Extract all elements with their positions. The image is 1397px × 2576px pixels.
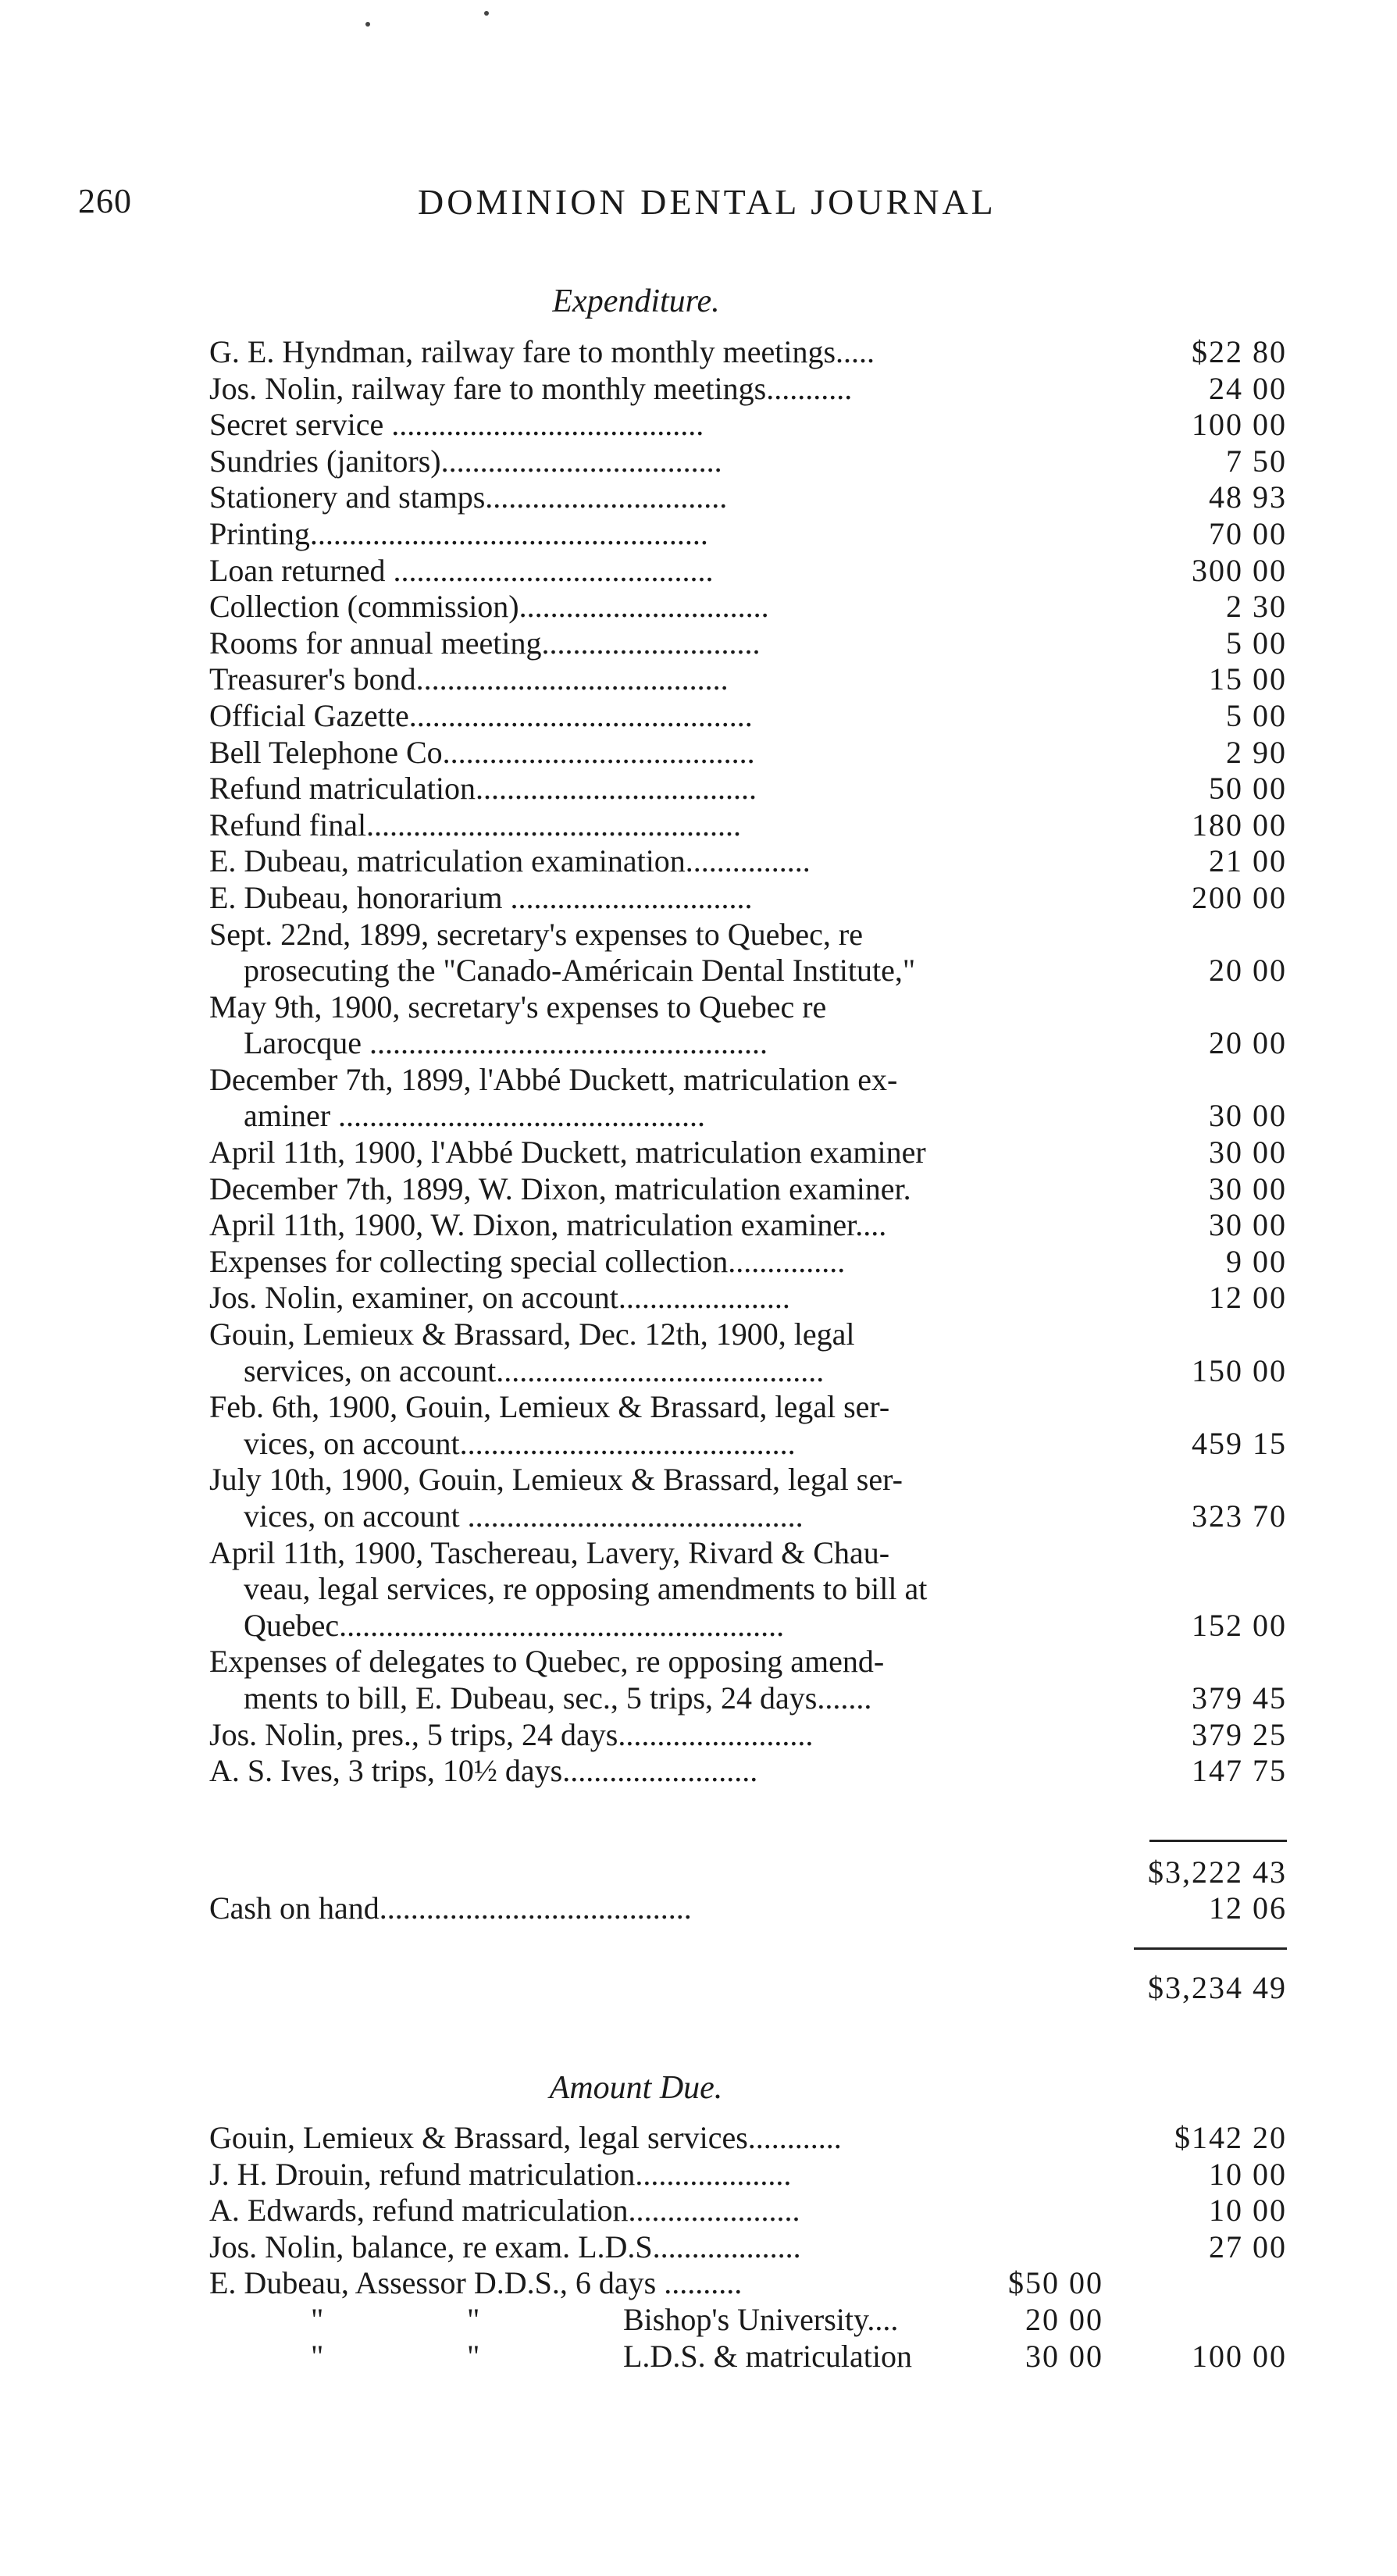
ledger-entry — [209, 479, 1287, 516]
dubeau-bishops-label: Bishop's University.... — [623, 2301, 899, 2337]
ledger-entry — [209, 1171, 1287, 1208]
entry-amount: 100 00 — [1192, 407, 1287, 443]
entry-amount: 30 00 — [1209, 1098, 1287, 1134]
grand-total: $3,234 49 — [1148, 1970, 1287, 2005]
ditto-mark: " — [467, 2301, 480, 2337]
ledger-entry — [209, 1644, 1287, 1716]
entry-amount: 379 45 — [1192, 1680, 1287, 1716]
entry-amount: 459 15 — [1192, 1425, 1287, 1461]
ledger-entry — [209, 1135, 1287, 1171]
entry-description: Collection (commission)................................ — [209, 589, 769, 625]
ledger-entry — [209, 735, 1287, 771]
dubeau-lds-label: L.D.S. & matriculation — [623, 2338, 912, 2374]
ledger-entry — [209, 917, 1287, 989]
ledger-entry — [209, 553, 1287, 590]
dubeau-bishops-subamount: 20 00 — [1025, 2301, 1103, 2337]
entry-amount: 2 30 — [1226, 589, 1287, 625]
entry-amount: $142 20 — [1174, 2120, 1287, 2155]
entry-description-continued: Quebec......................................................... — [244, 1607, 785, 1643]
entry-amount: 300 00 — [1192, 552, 1287, 588]
entry-description: Rooms for annual meeting............................ — [209, 625, 761, 661]
entry-description: April 11th, 1900, W. Dixon, matriculation examiner.... — [209, 1207, 887, 1243]
ledger-entry — [209, 516, 1287, 553]
ledger-entry — [209, 771, 1287, 807]
dubeau-assessor-subamount: $50 00 — [1008, 2265, 1103, 2301]
entry-amount: 12 00 — [1209, 1280, 1287, 1316]
cash-on-hand-row — [209, 1890, 1287, 1926]
total-rule — [1134, 1947, 1287, 1950]
subtotal-rule — [1149, 1840, 1287, 1842]
entry-amount: 24 00 — [1209, 370, 1287, 406]
entry-description-continued: prosecuting the "Canado-Américain Dental Institute," — [244, 953, 916, 989]
journal-title: DOMINION DENTAL JOURNAL — [418, 182, 996, 222]
entry-description: Sept. 22nd, 1899, secretary's expenses to Quebec, re — [209, 916, 863, 952]
ledger-entry — [209, 1207, 1287, 1244]
entry-description: Printing................................................... — [209, 515, 708, 551]
entry-description-continued: aminer ............................................... — [244, 1098, 706, 1134]
entry-amount: 7 50 — [1226, 443, 1287, 479]
entry-amount: 70 00 — [1209, 515, 1287, 551]
entry-amount: 150 00 — [1192, 1352, 1287, 1388]
expenditure-subtotal: $3,222 43 — [1148, 1855, 1287, 1890]
entry-description: E. Dubeau, matriculation examination................ — [209, 843, 811, 879]
ledger-entry — [209, 1535, 1287, 1644]
entry-amount: 2 90 — [1226, 734, 1287, 770]
page-number: 260 — [78, 182, 132, 220]
entry-description: May 9th, 1900, secretary's expenses to Quebec re — [209, 989, 827, 1024]
entry-amount: 379 25 — [1192, 1716, 1287, 1752]
entry-description: December 7th, 1899, W. Dixon, matriculation examiner. — [209, 1170, 911, 1206]
entry-description: A. Edwards, refund matriculation...................... — [209, 2193, 800, 2229]
entry-description: A. S. Ives, 3 trips, 10½ days......................... — [209, 1753, 758, 1789]
entry-description: April 11th, 1900, l'Abbé Duckett, matriculation examiner — [209, 1135, 926, 1170]
dubeau-assessor-label: E. Dubeau, Assessor D.D.S., 6 days .......... — [209, 2265, 743, 2301]
ledger-entry — [209, 1717, 1287, 1754]
entry-description: Loan returned ......................................... — [209, 552, 714, 588]
entry-description: Jos. Nolin, examiner, on account...................... — [209, 1280, 790, 1316]
ledger-entry — [209, 371, 1287, 408]
ledger-entry — [209, 1244, 1287, 1281]
entry-description: Expenses for collecting special collection............... — [209, 1243, 846, 1279]
ledger-entry — [209, 1280, 1287, 1317]
entry-amount: 180 00 — [1192, 807, 1287, 843]
cash-on-hand-label: Cash on hand........................................ — [209, 1890, 692, 1926]
entry-amount: 147 75 — [1192, 1753, 1287, 1789]
ditto-mark: " — [311, 2338, 324, 2374]
ledger-entry — [209, 843, 1287, 880]
entry-amount: 27 00 — [1209, 2229, 1287, 2264]
entry-description: Sundries (janitors).................................... — [209, 443, 722, 479]
ledger-entry — [209, 2229, 1287, 2266]
entry-description: Official Gazette............................................ — [209, 697, 753, 733]
ledger-entry — [209, 1389, 1287, 1462]
entry-amount: 20 00 — [1209, 953, 1287, 989]
entry-description-continued: veau, legal services, re opposing amendments to bill at — [244, 1571, 928, 1607]
ledger-entry — [209, 589, 1287, 625]
entry-description: Refund final................................................ — [209, 807, 742, 843]
expenditure-heading: Expenditure. — [552, 283, 720, 319]
entry-description-continued: vices, on account ........................................... — [244, 1498, 804, 1534]
ledger-entry — [209, 880, 1287, 917]
ledger-entry — [209, 661, 1287, 698]
entry-description: Jos. Nolin, railway fare to monthly meetings........... — [209, 370, 853, 406]
entry-amount: 30 00 — [1209, 1207, 1287, 1243]
entry-amount: 48 93 — [1209, 479, 1287, 515]
entry-amount: 15 00 — [1209, 661, 1287, 697]
expenditure-ledger — [209, 334, 1287, 1790]
entry-description: Secret service ........................................ — [209, 407, 704, 443]
entry-amount: 5 00 — [1226, 625, 1287, 661]
dubeau-bishops-row — [209, 2302, 1287, 2339]
entry-description: J. H. Drouin, refund matriculation.................... — [209, 2156, 792, 2192]
ditto-mark: " — [311, 2301, 324, 2337]
entry-amount: 50 00 — [1209, 771, 1287, 807]
ledger-entry — [209, 444, 1287, 480]
amount-due-ledger — [209, 2120, 1287, 2375]
ledger-entry — [209, 2193, 1287, 2229]
entry-description: Feb. 6th, 1900, Gouin, Lemieux & Brassard, legal ser- — [209, 1389, 890, 1425]
entry-description: Refund matriculation.................................... — [209, 771, 757, 807]
dubeau-total-amount: 100 00 — [1192, 2338, 1287, 2374]
entry-description: Jos. Nolin, pres., 5 trips, 24 days......................... — [209, 1716, 814, 1752]
amount-due-heading: Amount Due. — [549, 2070, 723, 2106]
entry-description: April 11th, 1900, Taschereau, Lavery, Rivard & Chau- — [209, 1534, 890, 1570]
dubeau-lds-subamount: 30 00 — [1025, 2338, 1103, 2374]
cash-on-hand-amount: 12 06 — [1209, 1890, 1287, 1926]
entry-amount: 30 00 — [1209, 1170, 1287, 1206]
ledger-entry — [209, 2120, 1287, 2157]
entry-amount: 20 00 — [1209, 1025, 1287, 1061]
entry-amount: 30 00 — [1209, 1135, 1287, 1170]
entry-amount: $22 80 — [1192, 334, 1287, 369]
entry-description: Treasurer's bond........................................ — [209, 661, 729, 697]
ledger-entry — [209, 407, 1287, 444]
entry-amount: 10 00 — [1209, 2156, 1287, 2192]
entry-description: Bell Telephone Co........................................ — [209, 734, 755, 770]
entry-amount: 10 00 — [1209, 2193, 1287, 2229]
entry-description: G. E. Hyndman, railway fare to monthly meetings..... — [209, 334, 875, 369]
amount-due-entries — [209, 2120, 1287, 2265]
ledger-entry — [209, 2157, 1287, 2193]
entry-description: Expenses of delegates to Quebec, re opposing amend- — [209, 1644, 885, 1680]
entry-amount: 200 00 — [1192, 879, 1287, 915]
entry-description: E. Dubeau, honorarium ............................... — [209, 879, 753, 915]
running-head — [78, 181, 1093, 228]
ledger-entry — [209, 625, 1287, 662]
ledger-entry — [209, 698, 1287, 735]
entry-description: Jos. Nolin, balance, re exam. L.D.S................... — [209, 2229, 801, 2264]
entry-description-continued: services, on account.......................................... — [244, 1352, 825, 1388]
entry-description: Stationery and stamps............................... — [209, 479, 728, 515]
entry-amount: 323 70 — [1192, 1498, 1287, 1534]
entry-description-continued: Larocque ................................................... — [244, 1025, 768, 1061]
entry-description: Gouin, Lemieux & Brassard, Dec. 12th, 1900, legal — [209, 1317, 855, 1352]
ditto-mark: " — [467, 2338, 480, 2374]
entry-amount: 5 00 — [1226, 697, 1287, 733]
entry-description: Gouin, Lemieux & Brassard, legal services............ — [209, 2120, 842, 2155]
ledger-entry — [209, 1753, 1287, 1790]
entry-amount: 21 00 — [1209, 843, 1287, 879]
entry-amount: 9 00 — [1226, 1243, 1287, 1279]
entry-description-continued: vices, on account........................................... — [244, 1425, 796, 1461]
entry-amount: 152 00 — [1192, 1607, 1287, 1643]
dubeau-lds-row — [209, 2339, 1287, 2375]
entry-description: July 10th, 1900, Gouin, Lemieux & Brassard, legal ser- — [209, 1462, 903, 1498]
dubeau-assessor-row — [209, 2265, 1287, 2302]
entry-description: December 7th, 1899, l'Abbé Duckett, matriculation ex- — [209, 1061, 898, 1097]
ledger-entry — [209, 334, 1287, 371]
ledger-entry — [209, 807, 1287, 844]
ledger-entry — [209, 1062, 1287, 1135]
entry-description-continued: ments to bill, E. Dubeau, sec., 5 trips, 24 days....... — [244, 1680, 872, 1716]
ledger-entry — [209, 989, 1287, 1062]
ledger-entry — [209, 1462, 1287, 1534]
ledger-entry — [209, 1317, 1287, 1389]
